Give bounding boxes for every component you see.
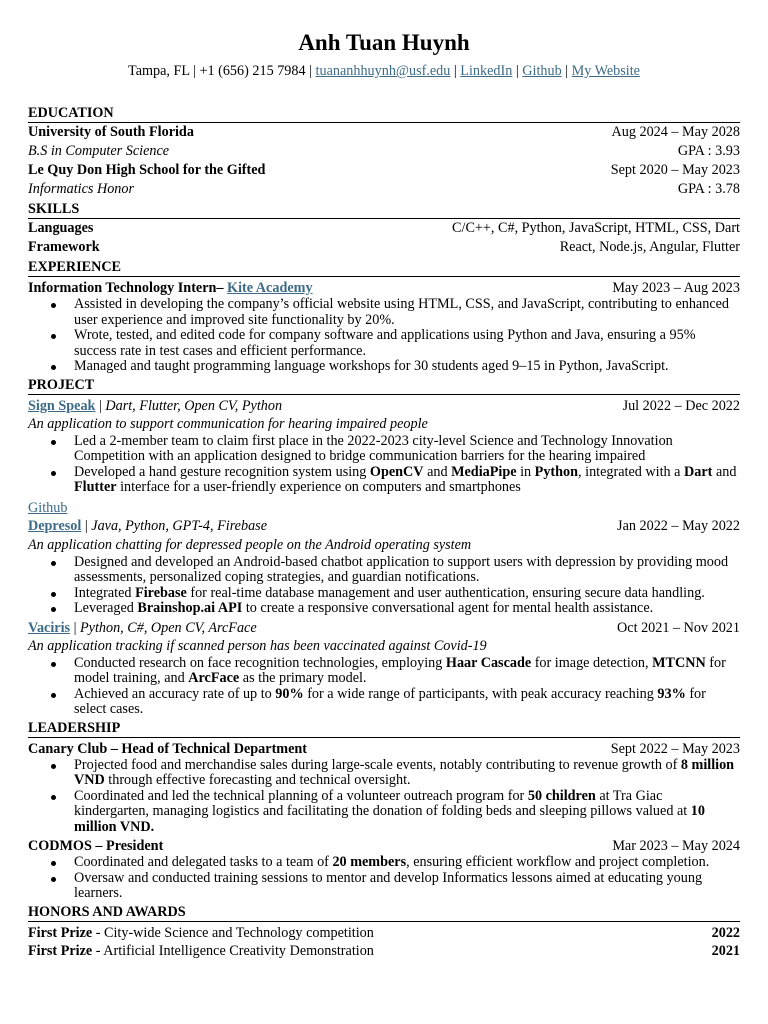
leadership-entry	[28, 738, 740, 758]
project-link[interactable]: Vaciris	[28, 619, 71, 636]
keyword: MTCNN	[652, 654, 706, 671]
list-item	[74, 656, 740, 687]
list-item	[74, 758, 740, 789]
leadership-bullets	[28, 855, 740, 902]
list-item	[74, 789, 740, 836]
text: and	[423, 463, 452, 480]
skill-value: C/C++, C#, Python, JavaScript, HTML, CSS, Dart	[452, 220, 740, 236]
contact-line	[28, 63, 740, 79]
keyword: Haar Cascade	[445, 654, 532, 671]
list-item: Wrote, tested, and edited code for company software and applications using Python and Java, ensuring a 95% success rate in test cases and efficient performance.	[74, 328, 740, 359]
date-range: Aug 2024 – May 2028	[611, 124, 740, 140]
degree: B.S in Computer Science	[28, 143, 170, 159]
leadership-role: Canary Club – Head of Technical Department	[28, 740, 308, 757]
award-row	[28, 942, 740, 961]
education-detail	[28, 142, 740, 161]
skill-label: Framework	[28, 239, 100, 255]
text: for a wide range of participants, with peak accuracy reaching	[303, 685, 658, 702]
gpa: GPA : 3.78	[677, 181, 740, 197]
text: Achieved an accuracy rate of up to	[74, 685, 276, 702]
keyword: Flutter	[74, 479, 117, 495]
award-year: 2021	[711, 942, 740, 959]
keyword: ArcFace	[188, 670, 240, 686]
github-link[interactable]: Github	[522, 63, 562, 79]
text: Conducted research on face recognition technologies, employing	[74, 654, 446, 671]
resume-name: Anh Tuan Huynh	[298, 30, 470, 55]
resume-page	[28, 28, 740, 961]
project-github-row	[28, 496, 740, 517]
text: for model training, and	[74, 654, 726, 686]
project-bullets	[28, 555, 740, 617]
skill-row	[28, 238, 740, 257]
education-entry	[28, 161, 740, 180]
project-link[interactable]: Sign Speak	[28, 397, 96, 414]
list-item: Oversaw and conducted training sessions to mentor and develop Informatics lessons aimed at educating young learners.	[74, 871, 740, 902]
project-bullets	[28, 656, 740, 718]
project-entry	[28, 395, 740, 415]
separator: |	[561, 63, 572, 79]
date-range: Mar 2023 – May 2024	[612, 838, 740, 854]
skill-row	[28, 219, 740, 238]
company-link[interactable]: Kite Academy	[227, 280, 313, 296]
location-phone: Tampa, FL | +1 (656) 215 7984 |	[128, 63, 316, 79]
leadership-bullets	[28, 758, 740, 836]
date-range: Sept 2022 – May 2023	[610, 740, 740, 757]
role: Information Technology Intern–	[28, 280, 228, 296]
project-description: An application to support communication for hearing impaired people	[28, 415, 428, 432]
award-row	[28, 922, 740, 942]
keyword: Brainshop.ai API	[137, 600, 243, 616]
text: Coordinated and delegated tasks to a team of	[74, 854, 333, 870]
date-range: Jul 2022 – Dec 2022	[622, 397, 740, 414]
keyword: 20 members	[332, 854, 407, 870]
degree: Informatics Honor	[28, 181, 135, 197]
text: , integrated with a	[578, 463, 685, 480]
keyword: Python	[534, 463, 579, 480]
project-title: Sign Speak | Dart, Flutter, Open CV, Python	[28, 397, 283, 414]
separator: |	[512, 63, 523, 79]
project-link[interactable]: Depresol	[28, 517, 82, 534]
list-item	[74, 687, 740, 718]
skill-label: Languages	[28, 220, 94, 236]
text: through effective forecasting and technical oversight.	[104, 772, 411, 788]
keyword: 50 children	[527, 787, 596, 804]
list-item	[74, 855, 740, 871]
project-github-link[interactable]: Github	[28, 499, 68, 516]
list-item: Designed and developed an Android-based chatbot application to support users with depression by providing mood assessments, personalized coping strategies, and guardian notifications.	[74, 555, 740, 586]
text: to create a responsive conversational agent for mental health assistance.	[242, 600, 654, 616]
text: , ensuring efficient workflow and project completion.	[406, 854, 710, 870]
keyword: Firebase	[135, 584, 187, 601]
award-prize: First Prize	[28, 942, 93, 959]
list-item	[74, 586, 740, 602]
list-item: Led a 2-member team to claim first place in the 2022-2023 city-level Science and Technology Innovation Competition with an application designed to bridge communication barriers for the hearing impaired	[74, 434, 740, 465]
date-range: Sept 2020 – May 2023	[610, 162, 740, 178]
keyword: 93%	[657, 685, 686, 702]
project-heading: PROJECT	[28, 376, 740, 395]
project-stack: Dart, Flutter, Open CV, Python	[105, 397, 283, 414]
text: in	[516, 463, 535, 480]
award-desc: - City-wide Science and Technology competition	[92, 924, 374, 941]
project-stack: Java, Python, GPT-4, Firebase	[91, 517, 267, 534]
text: for select cases.	[74, 685, 706, 717]
separator: |	[450, 63, 461, 79]
skill-value: React, Node.js, Angular, Flutter	[559, 239, 740, 255]
keyword: MediaPipe	[451, 463, 517, 480]
project-title: Vaciris | Python, C#, Open CV, ArcFace	[28, 619, 257, 636]
list-item: Managed and taught programming language workshops for 30 students aged 9–15 in Python, JavaScript.	[74, 359, 740, 375]
education-detail	[28, 180, 740, 199]
list-item	[74, 465, 740, 496]
website-link[interactable]: My Website	[571, 63, 640, 79]
keyword: 8 million VND	[74, 756, 735, 788]
text: at Tra Giac kindergarten, managing logistics and facilitating the donation of folding beds and sleeping pillows valued at	[74, 787, 691, 819]
award-prize: First Prize	[28, 924, 93, 941]
skills-heading: SKILLS	[28, 200, 740, 219]
text: Coordinated and led the technical planning of a volunteer outreach program for	[74, 787, 528, 804]
school-name: Le Quy Don High School for the Gifted	[28, 162, 266, 178]
text: interface for a user-friendly experience on computers and smartphones	[116, 479, 521, 495]
date-range: Oct 2021 – Nov 2021	[617, 619, 740, 636]
experience-title	[28, 277, 313, 297]
leadership-role: CODMOS – President	[28, 838, 164, 854]
text: Projected food and merchandise sales during large-scale events, notably contributing to revenue growth of	[74, 756, 681, 773]
experience-bullets	[28, 297, 740, 375]
education-entry	[28, 123, 740, 142]
leadership-heading: LEADERSHIP	[28, 719, 740, 738]
experience-entry	[28, 277, 740, 297]
education-heading: EDUCATION	[28, 104, 740, 123]
text: Leveraged	[74, 600, 138, 616]
project-stack: Python, C#, Open CV, ArcFace	[79, 619, 257, 636]
leadership-entry	[28, 835, 740, 855]
award-text	[28, 942, 374, 961]
date-range: Jan 2022 – May 2022	[617, 517, 740, 534]
award-year: 2022	[711, 924, 740, 941]
experience-heading: EXPERIENCE	[28, 258, 740, 277]
keyword: OpenCV	[369, 463, 424, 480]
project-description: An application chatting for depressed people on the Android operating system	[28, 536, 472, 553]
keyword: 10 million VND.	[74, 803, 705, 835]
award-text	[28, 922, 374, 942]
text: for image detection,	[531, 654, 653, 671]
list-item: Assisted in developing the company’s official website using HTML, CSS, and JavaScript, contributing to enhanced user experience and improved site functionality by 20%.	[74, 297, 740, 328]
keyword: 90%	[275, 685, 304, 702]
text: as the primary model.	[239, 670, 367, 686]
linkedin-link[interactable]: LinkedIn	[460, 63, 513, 79]
project-description: An application tracking if scanned person has been vaccinated against Covid-19	[28, 637, 487, 654]
text: Developed a hand gesture recognition system using	[74, 463, 370, 480]
gpa: GPA : 3.93	[677, 143, 740, 159]
project-entry	[28, 517, 740, 536]
text: for real-time database management and user authentication, ensuring secure data handling.	[186, 584, 705, 601]
project-title: Depresol | Java, Python, GPT-4, Firebase	[28, 517, 267, 534]
keyword: Dart	[684, 463, 713, 480]
list-item	[74, 601, 740, 617]
project-bullets	[28, 434, 740, 496]
date-range: May 2023 – Aug 2023	[612, 280, 740, 296]
email-link[interactable]: tuananhhuynh@usf.edu	[315, 63, 451, 79]
awards-heading: HONORS AND AWARDS	[28, 903, 740, 922]
text: and	[712, 463, 737, 480]
project-entry	[28, 617, 740, 637]
school-name: University of South Florida	[28, 124, 194, 140]
award-desc: - Artificial Intelligence Creativity Demonstration	[92, 942, 374, 959]
text: Integrated	[74, 584, 136, 601]
